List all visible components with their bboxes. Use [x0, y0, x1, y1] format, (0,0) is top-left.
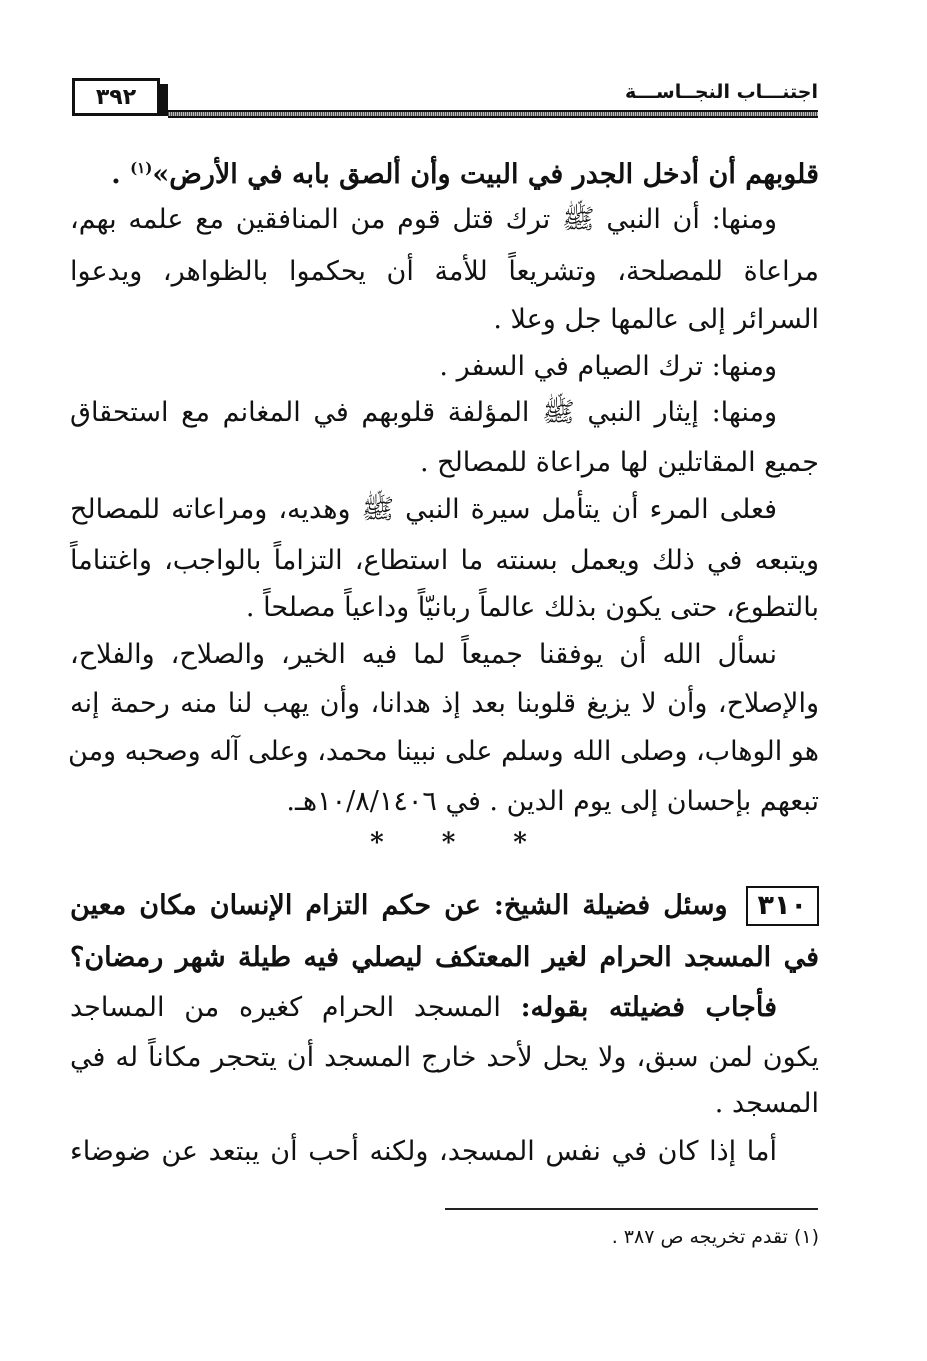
text-line: ومنها: ترك الصيام في السفر .: [439, 351, 777, 382]
text-line: تبعهم بإحسان إلى يوم الدين . في ١٠/٨/١٤٠٦هـ.: [286, 786, 819, 817]
footnote-rule: [445, 1208, 818, 1210]
text-line: ويتبعه في ذلك ويعمل بسنته ما استطاع، التزاماً بالواجب، واغتناماً: [70, 545, 820, 576]
text-line: جميع المقاتلين لها مراعاة للمصالح .: [419, 447, 819, 478]
answer-line: فأجاب فضيلته بقوله: المسجد الحرام كغيره من المساجد: [70, 992, 777, 1023]
question-line: في المسجد الحرام لغير المعتكف ليصلي فيه طيلة شهر رمضان؟: [70, 942, 819, 973]
text-line: فعلى المرء أن يتأمل سيرة النبي ﷺ وهديه، ومراعاته للمصالح: [70, 494, 777, 525]
text-line: ومنها: أن النبي ﷺ ترك قتل قوم من المنافقين مع علمه بهم،: [70, 204, 777, 235]
header-rule: [168, 110, 818, 118]
page-number: ٣٩٢: [72, 78, 160, 116]
question-number: ٣١٠: [746, 886, 819, 926]
answer-line: المسجد .: [714, 1088, 819, 1119]
separator-star: *: [370, 828, 414, 858]
text-line: السرائر إلى عالمها جل وعلا .: [493, 304, 819, 335]
text-line: والإصلاح، وأن لا يزيغ قلوبنا بعد إذ هدانا، وأن يهب لنا منه رحمة إنه: [70, 688, 819, 719]
answer-line: أما إذا كان في نفس المسجد، ولكنه أحب أن يبتعد عن ضوضاء: [70, 1136, 777, 1167]
text-line: مراعاة للمصلحة، وتشريعاً للأمة أن يحكموا بالظواهر، ويدعوا: [70, 256, 819, 287]
separator-star: *: [513, 828, 557, 858]
text-line: قلوبهم أن أدخل الجدر في البيت وأن ألصق بابه في الأرض»$^{(١)}$ .: [111, 159, 819, 190]
answer-lead: فأجاب فضيلته بقوله:: [520, 992, 777, 1023]
separator-star: *: [441, 828, 486, 858]
page-number-corner: [160, 84, 168, 116]
footnote-marker: (١): [130, 159, 153, 177]
text-line: ومنها: إيثار النبي ﷺ المؤلفة قلوبهم في المغانم مع استحقاق: [70, 397, 777, 428]
section-separator: [0, 828, 927, 858]
text-line: بالتطوع، حتى يكون بذلك عالماً ربانيّاً وداعياً مصلحاً .: [245, 592, 819, 623]
page-header: [72, 78, 818, 122]
text-line: نسأل الله أن يوفقنا جميعاً لما فيه الخير، والصلاح، والفلاح،: [70, 639, 777, 670]
question-line: ٣١٠وسئل فضيلة الشيخ: عن حكم التزام الإنسان مكان معين: [70, 886, 819, 926]
running-title: اجتنـــاب النجــاســـة: [625, 81, 818, 103]
answer-line: يكون لمن سبق، ولا يحل لأحد خارج المسجد أن يتحجر مكاناً له في: [70, 1042, 819, 1073]
text-line: هو الوهاب، وصلى الله وسلم على نبينا محمد، وعلى آله وصحبه ومن: [68, 736, 819, 767]
footnote: (١) تقدم تخريجه ص ٣٨٧ .: [611, 1226, 819, 1248]
